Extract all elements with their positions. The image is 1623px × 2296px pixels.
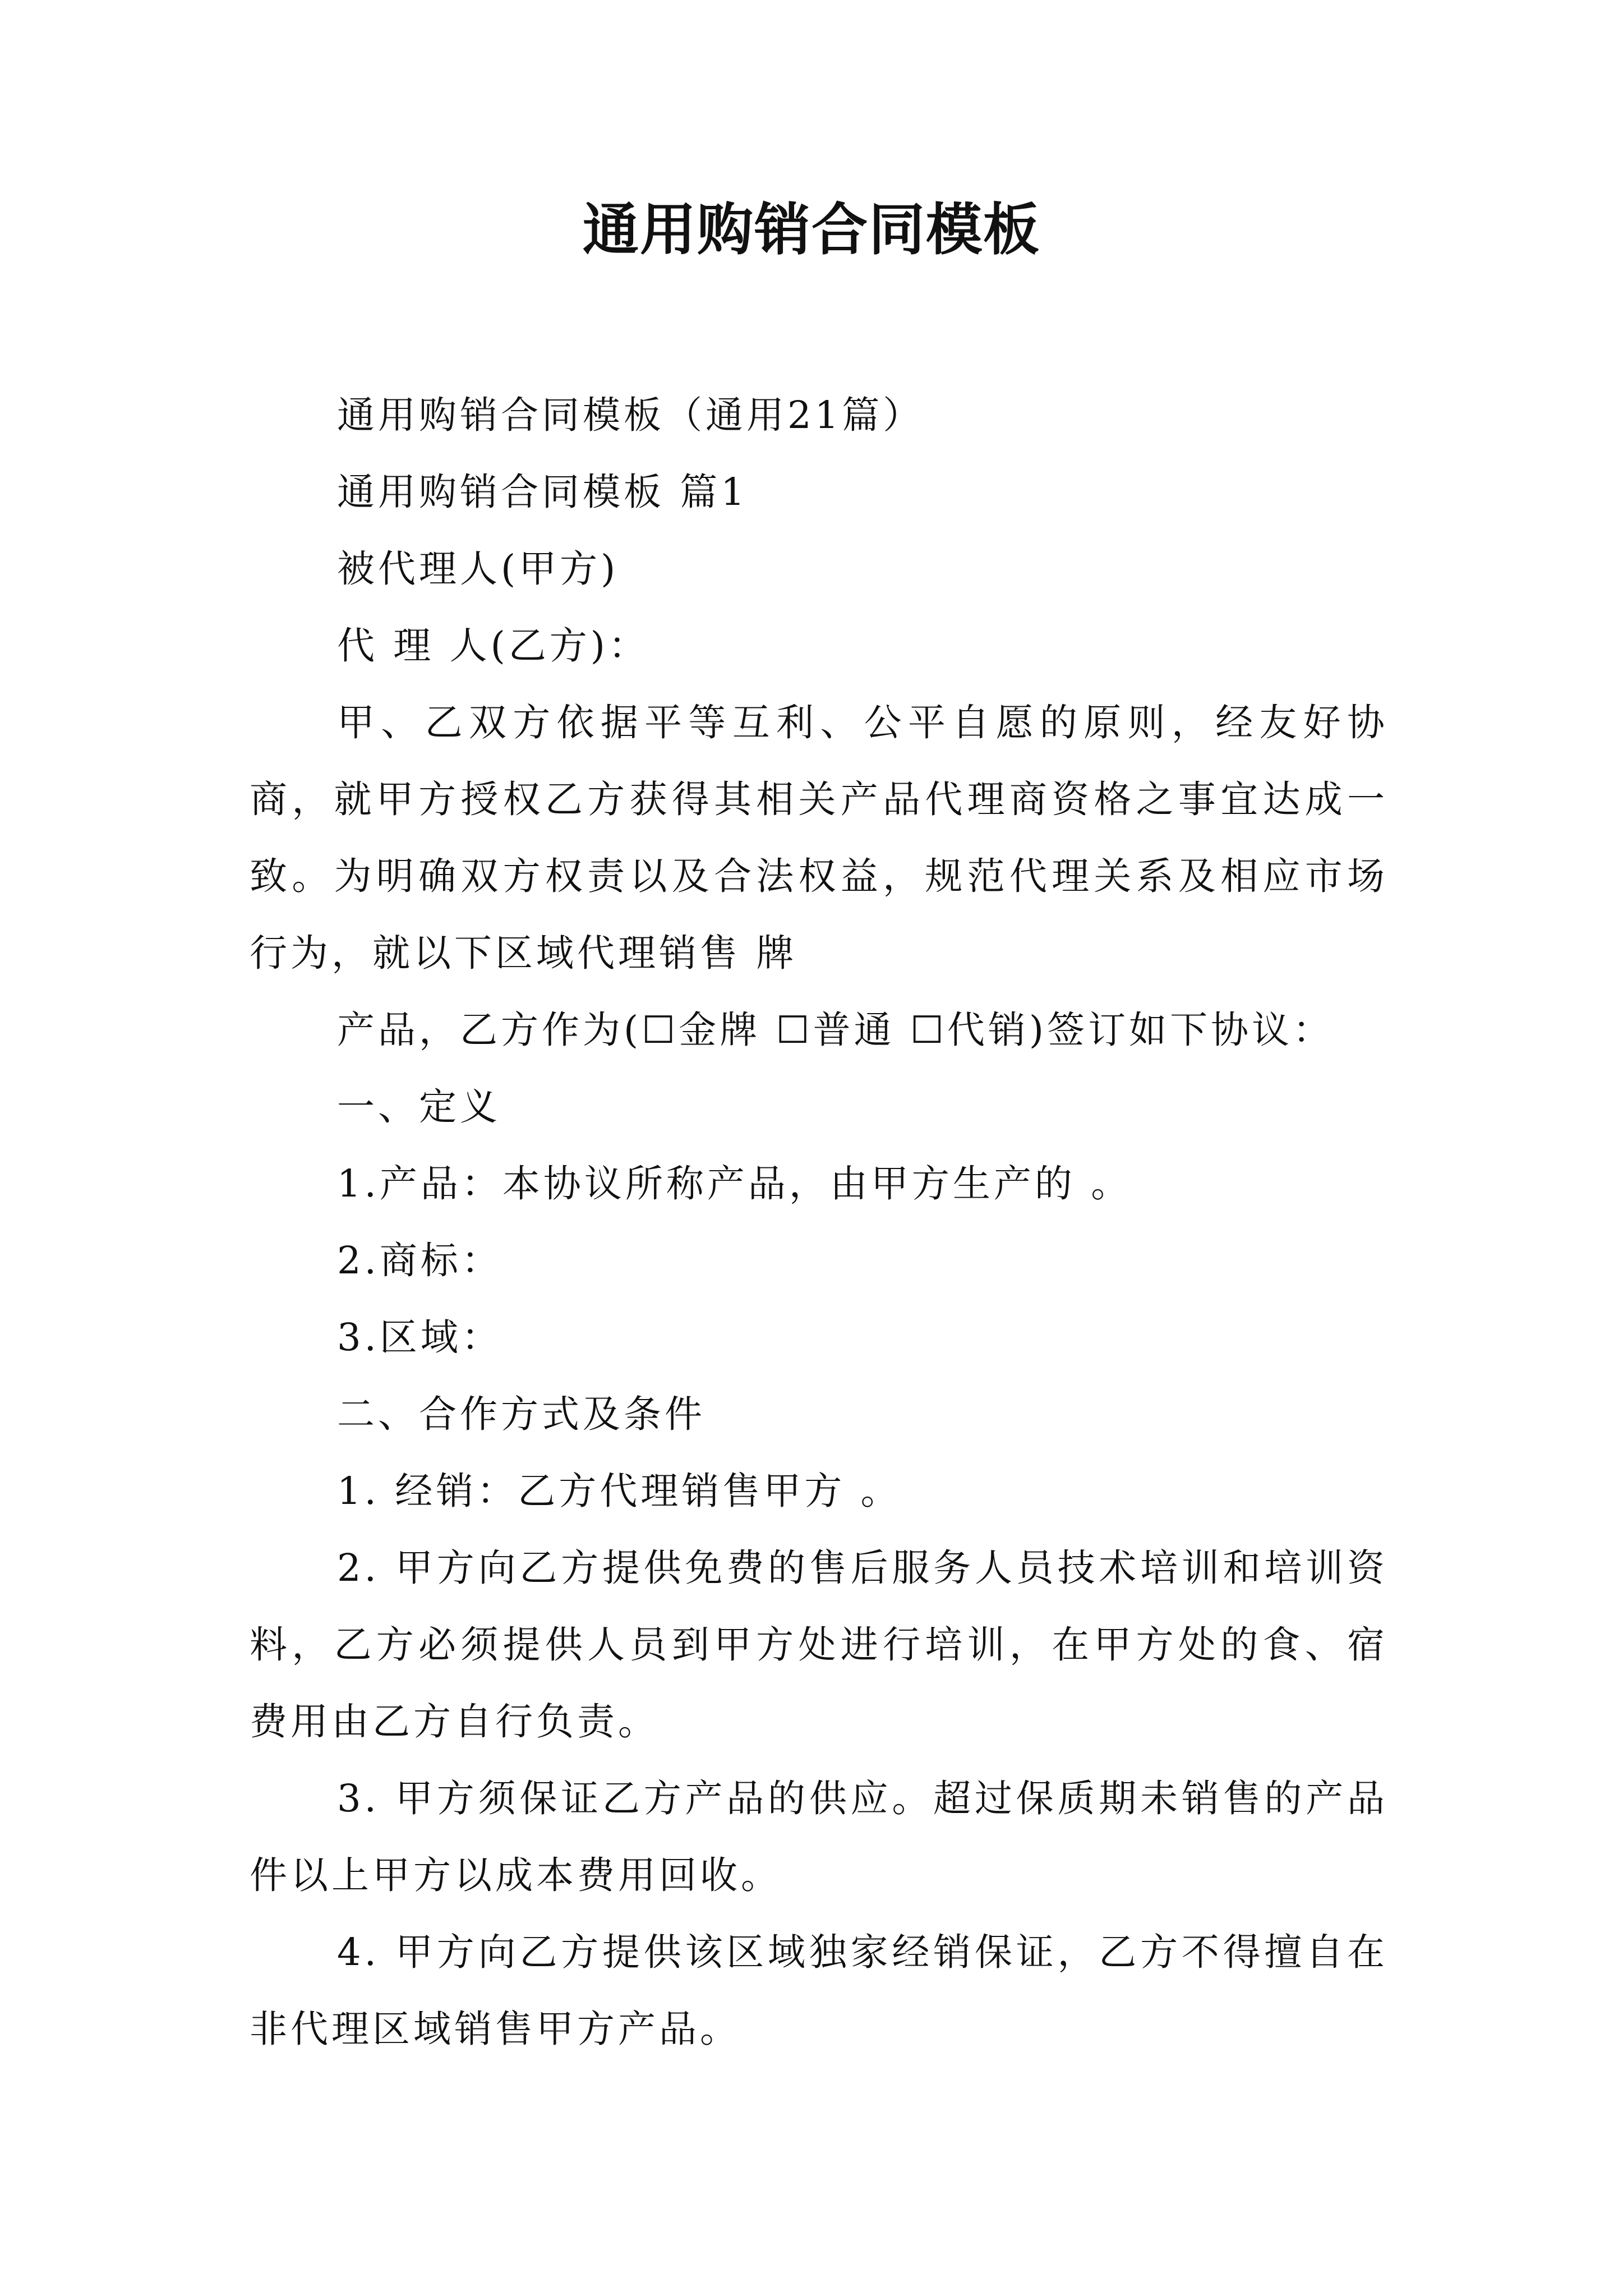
paragraph-definition-trademark: 2.商标： bbox=[337, 1239, 502, 1282]
paragraph-definition-product: 1.产品：本协议所称产品，由甲方生产的 。 bbox=[337, 1162, 1132, 1205]
paragraph-clause-2: 2. 甲方向乙方提供免费的售后服务人员技术培训和培训资料，乙方必须提供人员到甲方处进行培训，在甲方处的食、宿费用由乙方自行负责。 bbox=[250, 1546, 1388, 1743]
paragraph-agreement-type: 产品，乙方作为(☐金牌 ☐普通 ☐代销)签订如下协议： bbox=[337, 1008, 1334, 1052]
paragraph-clause-4: 4. 甲方向乙方提供该区域独家经销保证，乙方不得擅自在非代理区域销售甲方产品。 bbox=[250, 1930, 1388, 2051]
paragraph-preamble: 甲、乙双方依据平等互利、公平自愿的原则，经友好协商，就甲方授权乙方获得其相关产品代理商资格之事宜达成一致。为明确双方权责以及合法权益，规范代理关系及相应市场行为，就以下区域代理销售 牌 bbox=[250, 701, 1388, 975]
document-body bbox=[250, 377, 1388, 2068]
paragraph-subtitle: 通用购销合同模板（通用21篇） bbox=[337, 393, 924, 437]
paragraph-section-heading: 通用购销合同模板 篇1 bbox=[337, 470, 748, 514]
paragraph-definition-region: 3.区域： bbox=[337, 1315, 502, 1359]
paragraph-party-b: 代 理 人(乙方)： bbox=[337, 624, 649, 668]
paragraph-cooperation-heading: 二、合作方式及条件 bbox=[337, 1392, 706, 1436]
paragraph-clause-3: 3. 甲方须保证乙方产品的供应。超过保质期未销售的产品 件以上甲方以成本费用回收。 bbox=[250, 1777, 1388, 1897]
paragraph-party-a: 被代理人(甲方) bbox=[337, 547, 619, 591]
paragraph-clause-1: 1. 经销：乙方代理销售甲方 。 bbox=[337, 1469, 902, 1513]
paragraph-definitions-heading: 一、定义 bbox=[337, 1085, 501, 1129]
document-title: 通用购销合同模板 bbox=[583, 197, 1040, 263]
